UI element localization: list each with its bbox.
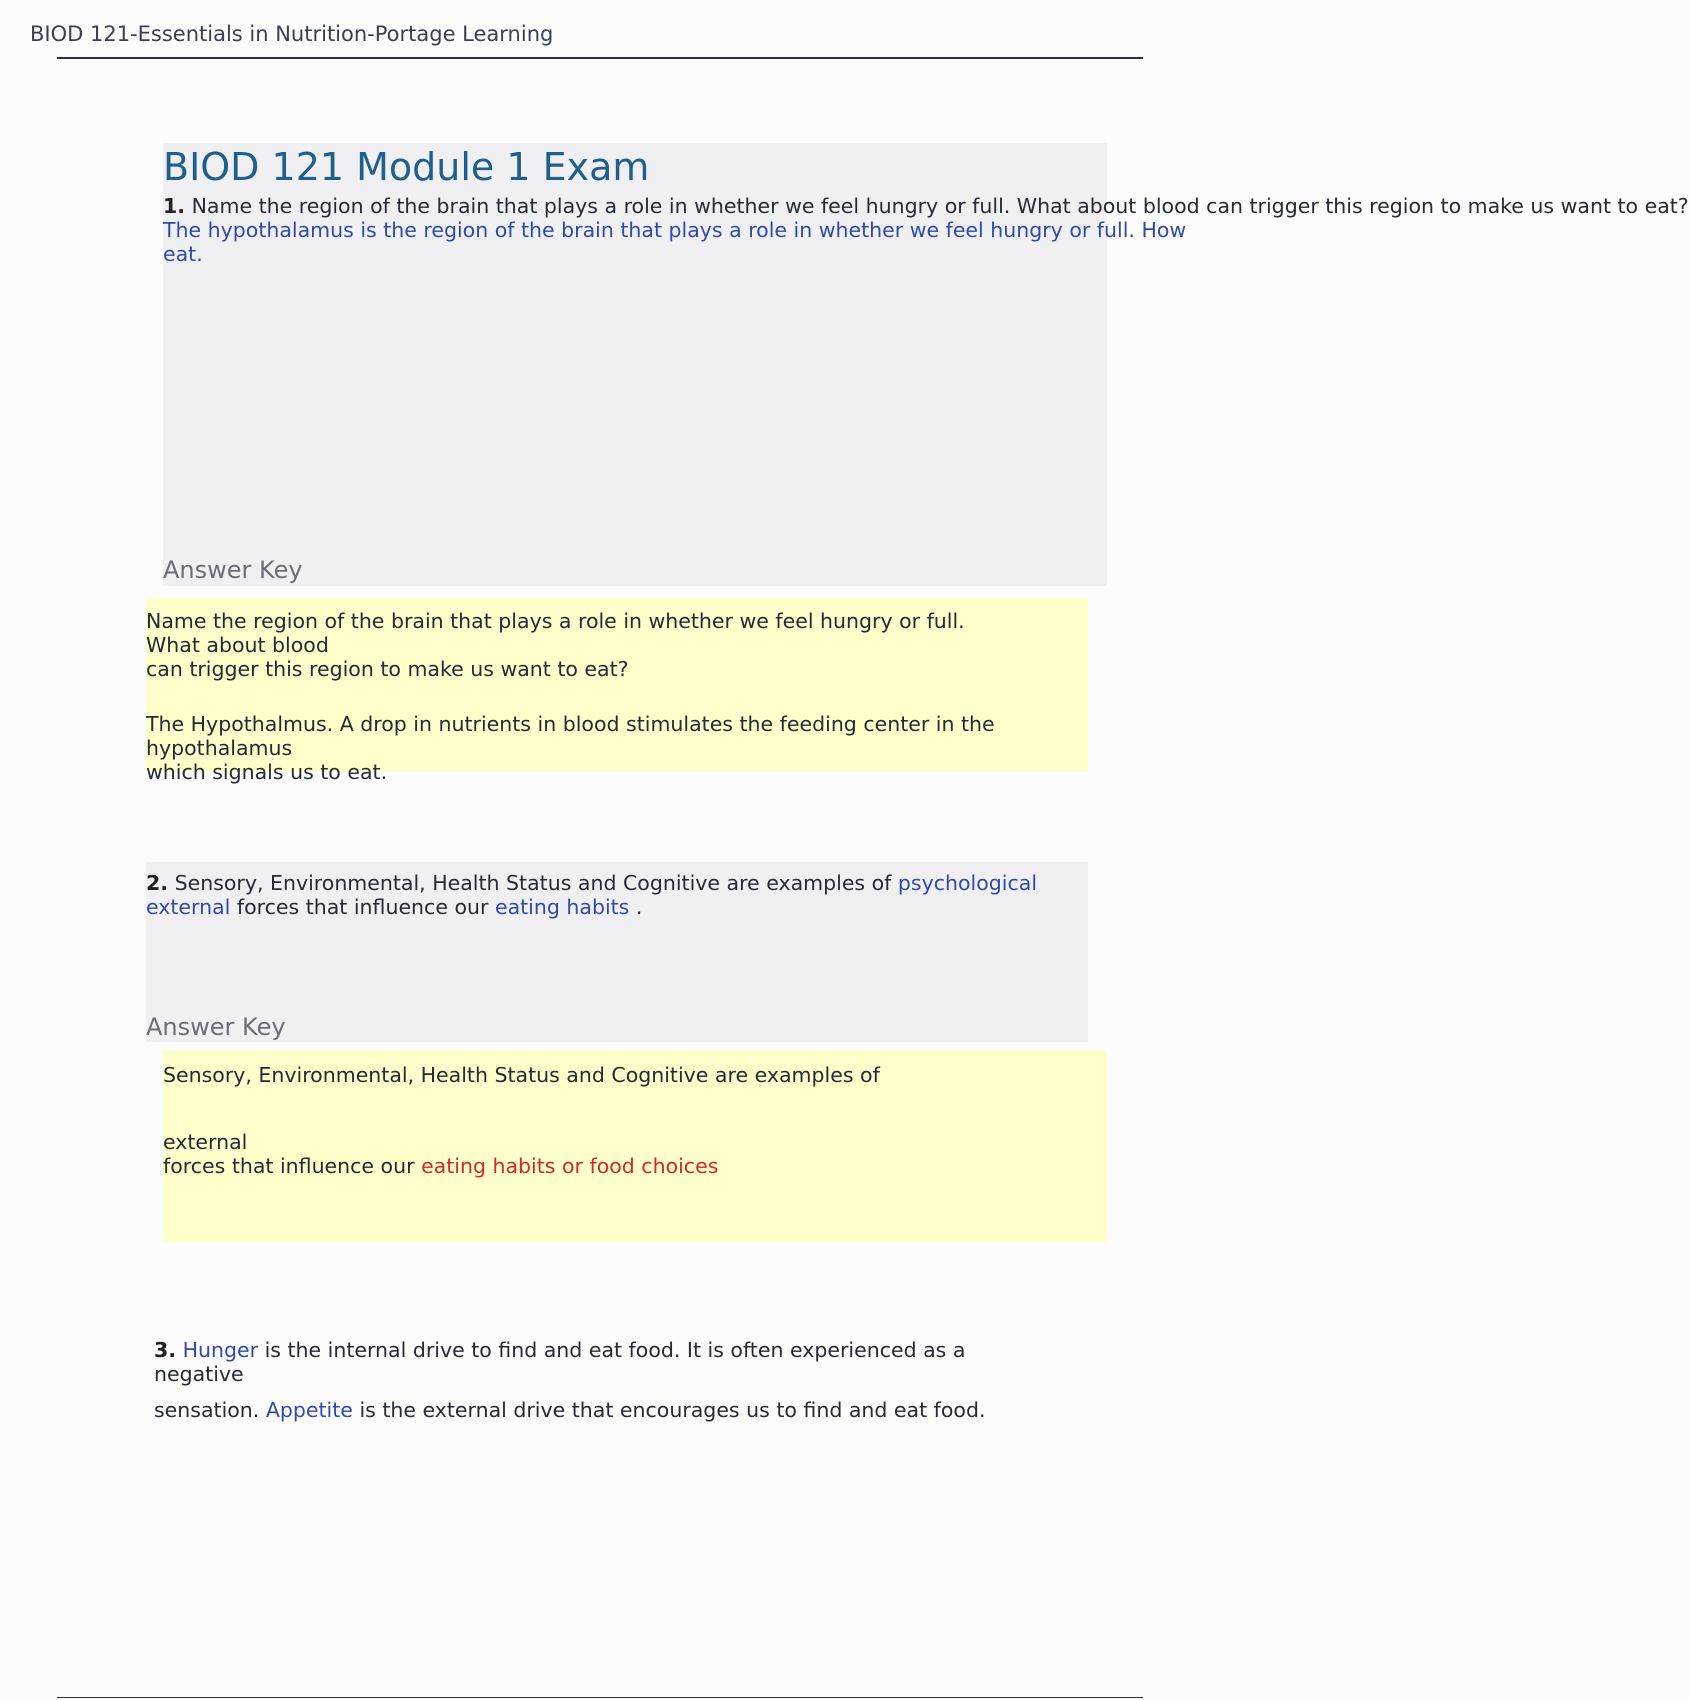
question-2-blank2: eating habits [494,895,630,919]
question-2-line2 [146,895,642,919]
question-1-answer-line1: The hypothalamus is the region of the brain that plays a role in whether we feel hungry or full. How [163,218,1187,242]
question-3-line3 [154,1398,986,1422]
exam-title: BIOD 121 Module 1 Exam [163,145,650,189]
question-2-text-middle: forces that influence our [236,895,489,919]
question-1-text: Name the region of the brain that plays a role in whether we feel hungry or full. What about blood can trigger this region to make us want to eat? [191,194,1689,218]
question-3-text1: is the internal drive to find and eat food. It is often experienced as a [264,1338,966,1362]
question-1-answer-key-label: Answer Key [163,556,303,584]
key1-question-line2: What about blood [146,633,329,657]
question-3-line1 [154,1338,965,1362]
key1-answer-line3: which signals us to eat. [146,760,388,784]
question-2-answer-key-label: Answer Key [146,1013,286,1041]
question-3-line3-clip [154,1398,1114,1420]
question-2-blank1b: external [146,895,231,919]
key2-line2: external [163,1130,248,1154]
question-3-text4: is the external drive that encourages us to find and eat food. [359,1398,986,1422]
key1-answer-line2: hypothalamus [146,736,293,760]
question-2-text-before: Sensory, Environmental, Health Status and Cognitive are examples of [174,871,892,895]
key2-line1: Sensory, Environmental, Health Status and Cognitive are examples of [163,1063,880,1087]
question-2-number: 2. [146,871,169,895]
key2-line3 [163,1154,718,1178]
question-3-line2: negative [154,1362,244,1386]
question-2-line1 [146,871,1037,895]
key1-question-line3: can trigger this region to make us want to eat? [146,657,629,681]
question-1 [163,194,1689,274]
question-3-text3: sensation. [154,1398,260,1422]
question-2-text-end: . [635,895,643,919]
key2-line3-prefix: forces that influence our [163,1154,415,1178]
question-1-answer-line2: eat. [163,242,203,266]
question-3-blank1: Hunger [182,1338,259,1362]
key1-question-line1: Name the region of the brain that plays a role in whether we feel hungry or full. [146,609,965,633]
key1-answer-line1: The Hypothalmus. A drop in nutrients in blood stimulates the feeding center in the [146,712,995,736]
question-3-blank2: Appetite [265,1398,353,1422]
question-3-number: 3. [154,1338,177,1362]
footer-divider [57,1697,1143,1698]
document-header: BIOD 121-Essentials in Nutrition-Portage Learning [30,22,554,46]
question-2-blank1: psychological [897,871,1038,895]
header-divider [57,57,1143,59]
key2-line3-answer: eating habits or food choices [421,1154,719,1178]
question-1-number: 1. [163,194,186,218]
